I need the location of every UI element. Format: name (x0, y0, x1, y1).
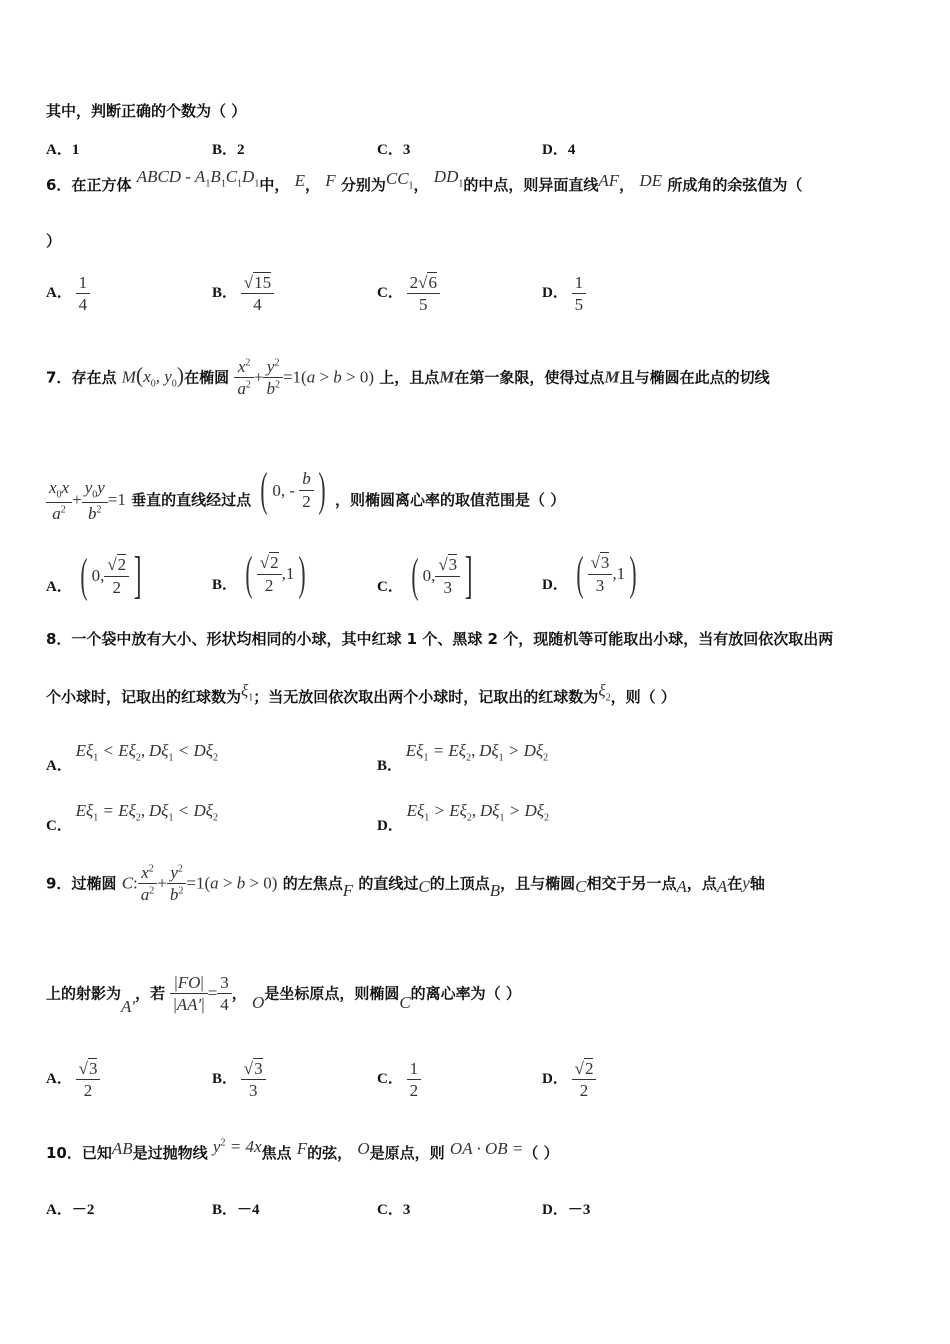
q10-option-d[interactable]: D．－3 (542, 1202, 591, 1218)
q5-option-b[interactable]: B．2 (212, 142, 245, 158)
q8-option-c[interactable]: C． $E\xi_1 = E\xi_2$, $D\xi_1 < D\xi_2$ (46, 801, 218, 834)
q10-option-b[interactable]: B．－4 (212, 1202, 260, 1218)
q8-option-a[interactable]: A． $E\xi_1 < E\xi_2$, $D\xi_1 < D\xi_2$ (46, 741, 218, 774)
cube-name: ABCD - $A_1B_1C_1D_1$ (136, 167, 260, 190)
q10-option-c[interactable]: C．3 (377, 1202, 411, 1218)
q9-stem-line1: 9．过椭圆 C: $\frac{x^2}{a^2}$ + $\frac{y^2}{b^2}$ =1(a > b > 0) 的左焦点F 的直线过C的上顶点B，且与椭圆C相交于另一点A，点A在y轴 (46, 863, 765, 905)
q7-option-a[interactable]: A． ( 0, $\frac{√2}{2}$ ] (46, 547, 142, 604)
q6-option-c[interactable]: C． $\frac{2√6}{5}$ (377, 272, 440, 316)
q10-option-a[interactable]: A．－2 (46, 1202, 95, 1218)
q8-stem-line1: 8．一个袋中放有大小、形状均相同的小球，其中红球 1 个、黑球 2 个，现随机等可能取出小球，当有放回依次取出两 (46, 630, 834, 648)
q6-close: ） (46, 232, 62, 250)
q7-option-b[interactable]: B． ( $\frac{√2}{2}$ ,1 ) (212, 547, 306, 600)
q6-option-b[interactable]: B． $\frac{√15}{4}$ (212, 272, 274, 316)
q9-stem-line2: 上的射影为A′，若 $\frac{|FO|}{|AA'|}$ = $\frac{3}{4}$ ， O是坐标原点，则椭圆C的离心率为（ ） (46, 973, 521, 1017)
q10-stem: 10．已知AB是过抛物线 $y^2 = 4x$焦点 F的弦， O是原点，则 OA · OB =（ ） (46, 1137, 559, 1162)
q5-text: 其中，判断正确的个数为（ ） (46, 102, 247, 120)
q6-stem: 6．在正方体 ABCD - $A_1B_1C_1D_1$中， E， F 分别为$CC_1$， $DD_1$的中点，则异面直线AF， DE 所成角的余弦值为（ (46, 167, 803, 194)
q9-option-d[interactable]: D． $\frac{√2}{2}$ (542, 1058, 596, 1102)
q7-option-d[interactable]: D． ( $\frac{√3}{3}$ ,1 ) (542, 547, 637, 600)
q8-option-d[interactable]: D． $E\xi_1 > E\xi_2$, $D\xi_1 > D\xi_2$ (377, 801, 549, 834)
q9-option-c[interactable]: C． $\frac{1}{2}$ (377, 1058, 421, 1102)
q6-option-a[interactable]: A． $\frac{1}{4}$ (46, 272, 90, 316)
q6-option-d[interactable]: D． $\frac{1}{5}$ (542, 272, 586, 316)
q7-option-c[interactable]: C． ( 0, $\frac{√3}{3}$ ] (377, 547, 473, 604)
q8-stem-line2: 个小球时，记取出的红球数为$\xi_1$；当无放回依次取出两个小球时，记取出的红球数为$\xi_2$，则（ ） (46, 681, 676, 706)
q9-option-b[interactable]: B． $\frac{√3}{3}$ (212, 1058, 266, 1102)
q5-option-c[interactable]: C．3 (377, 142, 411, 158)
q9-option-a[interactable]: A． $\frac{√3}{2}$ (46, 1058, 100, 1102)
q5-option-a[interactable]: A．1 (46, 142, 80, 158)
q5-option-d[interactable]: D．4 (542, 142, 576, 158)
q7-stem-line2: $\frac{x_0x}{a^2}$ + $\frac{y_0y}{b^2}$ =1 垂直的直线经过点 ( 0, - $\frac{b}{2}$ ) ，则椭圆离心率的取值范围是（ ） (46, 466, 565, 524)
q8-option-b[interactable]: B． $E\xi_1 = E\xi_2$, $D\xi_1 > D\xi_2$ (377, 741, 549, 774)
q7-stem-line1: 7．存在点 $M(x_0$, $y_0$)在椭圆 $\frac{x^2}{a^2}$ + $\frac{y^2}{b^2}$ =1(a > b > 0) 上，且点M在第一象限，使得过点M且与椭圆在此点的切线 (46, 357, 770, 399)
